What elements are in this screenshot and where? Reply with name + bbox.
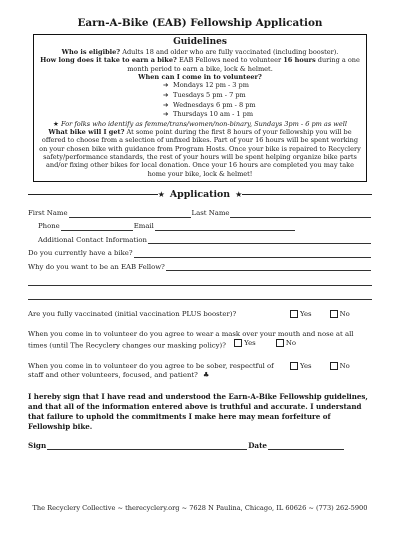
additional-contact-label: Additional Contact Information bbox=[38, 235, 147, 244]
arrow-icon: ➔ bbox=[163, 110, 169, 119]
checkbox-icon[interactable] bbox=[290, 310, 298, 318]
femme-note-text: For folks who identify as femme/trans/women/non-binary, Sundays 3pm - 6 pm as well bbox=[61, 119, 347, 128]
signature-row bbox=[28, 441, 372, 450]
duration-answer-post: during a one month period to earn a bike, lock & helmet. bbox=[127, 56, 360, 73]
sober-question-row bbox=[28, 362, 372, 379]
why-extra-line[interactable] bbox=[28, 286, 372, 300]
duration-answer-pre: EAB Fellows need to volunteer bbox=[178, 56, 282, 65]
mask-no-option[interactable]: No bbox=[276, 339, 296, 348]
schedule-item: ➔ Thursdays 10 am - 1 pm bbox=[163, 110, 254, 119]
schedule-item: ➔ Tuesdays 5 pm - 7 pm bbox=[163, 90, 246, 99]
eligibility-line bbox=[39, 48, 361, 56]
sober-options bbox=[288, 362, 372, 371]
why-field[interactable] bbox=[166, 263, 371, 271]
arrow-icon: ➔ bbox=[163, 90, 169, 99]
name-row bbox=[28, 204, 372, 217]
star-icon: ★ bbox=[235, 190, 243, 200]
first-name-label: First Name bbox=[28, 208, 68, 217]
declaration-text: I hereby sign that I have read and understood the Earn-A-Bike Fellowship guidelines, and that all of the information entered above is truthful and accurate. I understand that failure to uphold the commitments I make here may mean forfeiture of Fellowship bike. bbox=[28, 392, 368, 431]
checkbox-icon[interactable] bbox=[330, 310, 338, 318]
last-name-label: Last Name bbox=[191, 208, 230, 217]
arrow-icon: ➔ bbox=[163, 100, 169, 109]
bike-choice-question: What bike will I get? bbox=[48, 128, 125, 137]
guidelines-heading: Guidelines bbox=[173, 37, 227, 47]
email-field[interactable] bbox=[155, 223, 295, 231]
phone-label: Phone bbox=[38, 222, 60, 231]
contact-row bbox=[28, 218, 372, 231]
bike-choice-answer: At some point during the first 8 hours of your fellowship you will be offered to choose from a selection of unfixed bikes. Part of your 16 hours will be spent working on your chosen bike with guidance from Program Hosts. Once your bike is repaired to Recyclery safety/performance standards, the rest of your hours will be spent helping organize bike parts and/or fixing other bikes for local donation. Once your 16 hours are completed you may take home your bike, lock & helmet! bbox=[39, 128, 361, 178]
sober-no-option[interactable]: No bbox=[330, 362, 350, 371]
divider-rule-left bbox=[28, 194, 158, 195]
vaccinated-options bbox=[288, 310, 372, 319]
eligibility-answer: Adults 18 and older who are fully vaccinated (including booster). bbox=[122, 48, 339, 56]
duration-hours: 16 hours bbox=[283, 56, 316, 65]
checkbox-icon[interactable] bbox=[330, 362, 338, 370]
application-heading: Application bbox=[169, 189, 231, 201]
star-icon: ★ bbox=[53, 119, 59, 128]
duration-line bbox=[39, 56, 361, 73]
sober-yes-option[interactable]: Yes bbox=[290, 362, 312, 371]
star-icon: ★ bbox=[157, 190, 165, 200]
application-form bbox=[28, 204, 372, 379]
page-title: Earn-A-Bike (EAB) Fellowship Application bbox=[77, 17, 323, 29]
mask-question: When you come in to volunteer do you agree to wear a mask over your mouth and nose at all times (until The Recyclery changes our masking policy)? Yes No bbox=[28, 330, 354, 350]
vaccinated-question: Are you fully vaccinated (initial vaccination PLUS booster)? bbox=[28, 309, 237, 318]
checkbox-icon[interactable] bbox=[234, 339, 242, 347]
checkbox-icon[interactable] bbox=[276, 339, 284, 347]
have-bike-label: Do you currently have a bike? bbox=[28, 249, 133, 258]
additional-contact-row bbox=[28, 231, 372, 244]
divider-rule-right bbox=[242, 194, 372, 195]
bike-icon: ♣ bbox=[203, 370, 210, 379]
date-label: Date bbox=[248, 440, 267, 450]
have-bike-row bbox=[28, 244, 372, 257]
why-row bbox=[28, 258, 372, 271]
schedule-item: ➔ Wednesdays 6 pm - 8 pm bbox=[163, 100, 256, 109]
footer-contact: The Recyclery Collective ~ therecyclery.org ~ 7628 N Paulina, Chicago, IL 60626 ~ (773) 262-5900 bbox=[32, 504, 368, 512]
sober-question: When you come in to volunteer do you agree to be sober, respectful of staff and other volunteers, focused, and patient? ♣ bbox=[28, 361, 274, 379]
last-name-field[interactable] bbox=[230, 210, 371, 218]
checkbox-icon[interactable] bbox=[290, 362, 298, 370]
mask-question-row bbox=[28, 330, 372, 349]
vaccinated-no-option[interactable]: No bbox=[330, 310, 350, 319]
have-bike-field[interactable] bbox=[134, 250, 371, 258]
sign-label: Sign bbox=[28, 440, 47, 450]
duration-question: How long does it take to earn a bike? bbox=[40, 56, 177, 65]
guidelines-box bbox=[33, 34, 367, 182]
phone-field[interactable] bbox=[61, 223, 133, 231]
why-extra-line[interactable] bbox=[28, 271, 372, 285]
when-question: When can I come in to volunteer? bbox=[138, 73, 262, 82]
first-name-field[interactable] bbox=[69, 210, 191, 218]
femme-note bbox=[39, 120, 361, 128]
date-field[interactable] bbox=[268, 442, 344, 450]
schedule-list bbox=[39, 81, 361, 119]
application-page bbox=[0, 17, 400, 535]
signature-field[interactable] bbox=[47, 442, 247, 450]
bike-choice-paragraph bbox=[39, 128, 361, 178]
vaccinated-question-row bbox=[28, 310, 372, 319]
email-label: Email bbox=[133, 222, 154, 231]
why-label: Why do you want to be an EAB Fellow? bbox=[28, 262, 165, 271]
arrow-icon: ➔ bbox=[163, 81, 169, 90]
schedule-item: ➔ Mondays 12 pm - 3 pm bbox=[163, 81, 249, 90]
mask-yes-option[interactable]: Yes bbox=[234, 339, 256, 348]
vaccinated-yes-option[interactable]: Yes bbox=[290, 310, 312, 319]
additional-contact-field[interactable] bbox=[148, 236, 371, 244]
eligibility-question: Who is eligible? bbox=[61, 48, 121, 56]
application-divider bbox=[28, 189, 372, 200]
